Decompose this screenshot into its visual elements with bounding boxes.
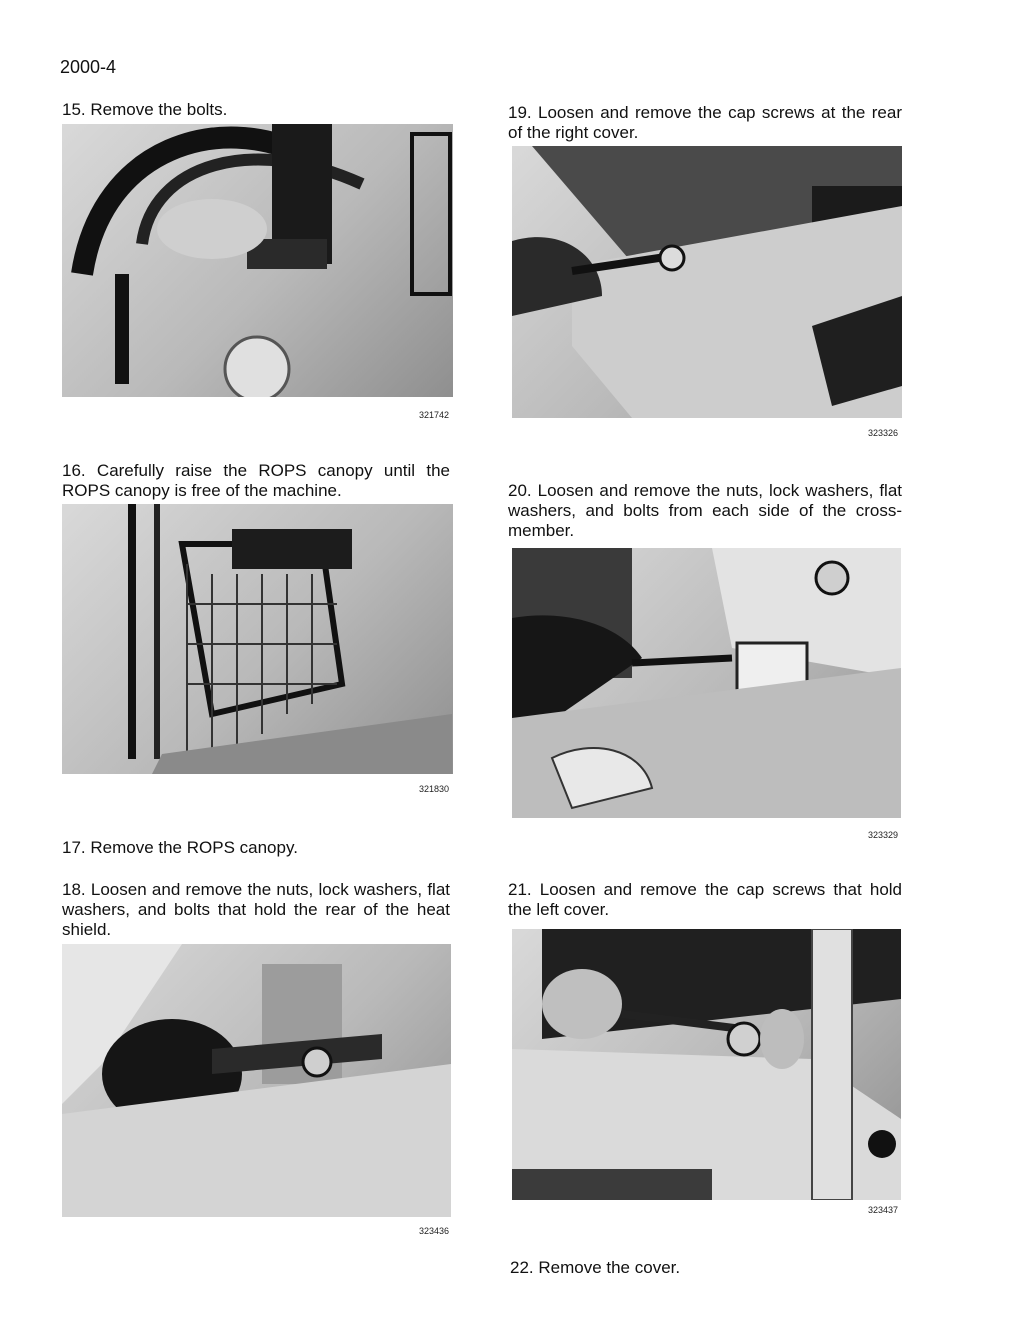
- step-15-figure-number: 321742: [419, 410, 450, 420]
- step-20-figure-number: 323329: [868, 830, 899, 840]
- step-20-text: 20. Loosen and remove the nuts, lock washers, flat washers, and bolts from each side of the cross-member.: [508, 481, 902, 540]
- step-18-figure-number: 323436: [419, 1226, 450, 1236]
- step-16-text: 16. Carefully raise the ROPS canopy until the ROPS canopy is free of the machine.: [62, 461, 450, 500]
- step-21-text: 21. Loosen and remove the cap screws that hold the left cover.: [508, 880, 902, 919]
- step-15-photo: [62, 124, 453, 397]
- step-15-text: 15. Remove the bolts.: [62, 100, 228, 119]
- step-21-figure-number: 323437: [868, 1205, 899, 1215]
- step-19-text: 19. Loosen and remove the cap screws at the rear of the right cover.: [508, 103, 902, 142]
- step-19-photo: [512, 146, 902, 418]
- step-18-text: 18. Loosen and remove the nuts, lock washers, flat washers, and bolts that hold the rear of the heat shield.: [62, 880, 450, 939]
- step-20-photo: [512, 548, 901, 818]
- page-number: 2000-4: [60, 57, 117, 77]
- step-16-figure-number: 321830: [419, 784, 450, 794]
- step-18-photo: [62, 944, 451, 1217]
- step-21-photo: [512, 929, 901, 1200]
- step-17-text: 17. Remove the ROPS canopy.: [62, 838, 298, 857]
- step-19-figure-number: 323326: [868, 428, 899, 438]
- step-16-photo: [62, 504, 453, 774]
- step-22-text: 22. Remove the cover.: [510, 1258, 681, 1277]
